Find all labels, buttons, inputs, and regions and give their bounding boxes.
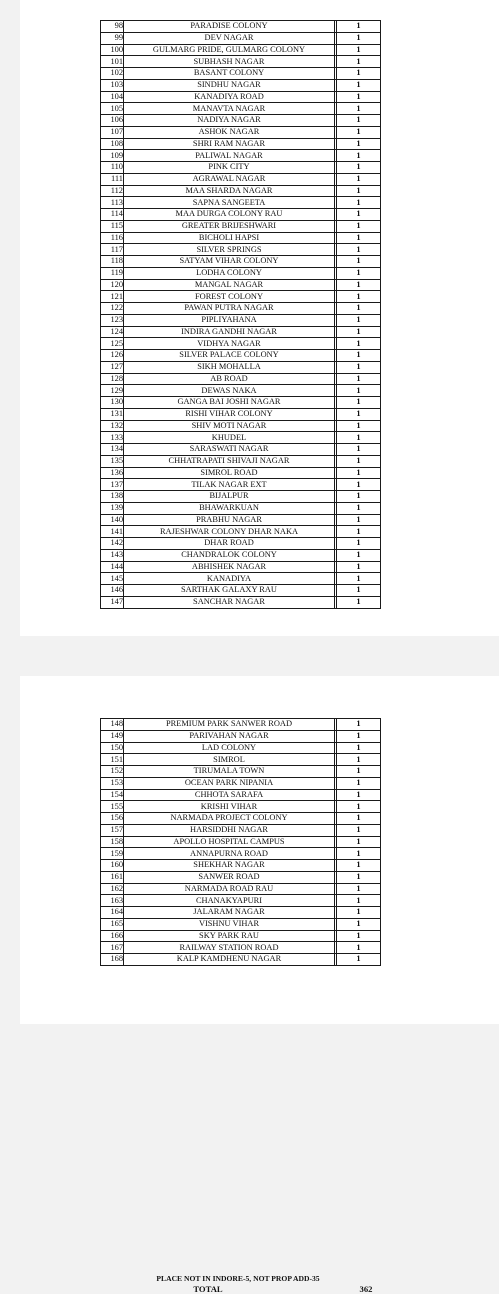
colony-name: ASHOK NAGAR [124, 126, 335, 138]
row-number: 102 [101, 68, 124, 80]
row-number: 126 [101, 350, 124, 362]
row-number: 125 [101, 338, 124, 350]
count-value: 1 [337, 491, 381, 503]
colony-name: SUBHASH NAGAR [124, 56, 335, 68]
count-value: 1 [337, 514, 381, 526]
count-value: 1 [337, 197, 381, 209]
count-value: 1 [337, 719, 381, 731]
count-value: 1 [337, 479, 381, 491]
table-row [101, 291, 381, 303]
colony-name: KANADIYA ROAD [124, 91, 335, 103]
count-value: 1 [337, 232, 381, 244]
colony-name: CHHOTA SARAFA [124, 789, 335, 801]
table-row [101, 314, 381, 326]
count-value: 1 [337, 883, 381, 895]
count-value: 1 [337, 138, 381, 150]
count-value: 1 [337, 150, 381, 162]
colony-name: BHAWARKUAN [124, 502, 335, 514]
row-number: 121 [101, 291, 124, 303]
colony-name: NARMADA PROJECT COLONY [124, 813, 335, 825]
document-page-2 [20, 676, 499, 1294]
row-number: 109 [101, 150, 124, 162]
table-row [101, 444, 381, 456]
row-number: 164 [101, 907, 124, 919]
colony-name: PARIVAHAN NAGAR [124, 730, 335, 742]
row-number: 119 [101, 267, 124, 279]
count-value: 1 [337, 103, 381, 115]
count-value: 1 [337, 930, 381, 942]
table-row [101, 432, 381, 444]
colony-name: RAILWAY STATION ROAD [124, 942, 335, 954]
table-row [101, 730, 381, 742]
count-value: 1 [337, 397, 381, 409]
row-number: 137 [101, 479, 124, 491]
colony-name: DEV NAGAR [124, 32, 335, 44]
count-value: 1 [337, 954, 381, 966]
table-row [101, 883, 381, 895]
row-number: 162 [101, 883, 124, 895]
colony-name: SIKH MOHALLA [124, 361, 335, 373]
colony-name: KRISHI VIHAR [124, 801, 335, 813]
table-row [101, 303, 381, 315]
count-value: 1 [337, 126, 381, 138]
footnote: PLACE NOT IN INDORE-5, NOT PROP ADD-35 [156, 1274, 320, 1283]
count-value: 1 [337, 79, 381, 91]
row-number: 111 [101, 173, 124, 185]
count-value: 1 [337, 91, 381, 103]
colony-name: CHANAKYAPURI [124, 895, 335, 907]
colony-name: GANGA BAI JOSHI NAGAR [124, 397, 335, 409]
row-number: 156 [101, 813, 124, 825]
table-row [101, 56, 381, 68]
row-number: 151 [101, 754, 124, 766]
row-number: 150 [101, 742, 124, 754]
table-row [101, 150, 381, 162]
count-value: 1 [337, 44, 381, 56]
colony-name: GREATER BRIJESHWARI [124, 220, 335, 232]
colony-name: SANCHAR NAGAR [124, 596, 335, 608]
row-number: 165 [101, 918, 124, 930]
colony-name: TILAK NAGAR EXT [124, 479, 335, 491]
colony-name: SIMROL [124, 754, 335, 766]
count-value: 1 [337, 326, 381, 338]
row-number: 166 [101, 930, 124, 942]
table-row [101, 279, 381, 291]
count-value: 1 [337, 942, 381, 954]
colony-name: PALIWAL NAGAR [124, 150, 335, 162]
table-row [101, 455, 381, 467]
count-value: 1 [337, 766, 381, 778]
colony-name: GULMARG PRIDE, GULMARG COLONY [124, 44, 335, 56]
row-number: 134 [101, 444, 124, 456]
colony-name: SHEKHAR NAGAR [124, 860, 335, 872]
count-value: 1 [337, 256, 381, 268]
row-number: 160 [101, 860, 124, 872]
table-row [101, 91, 381, 103]
colony-name: KHUDEL [124, 432, 335, 444]
count-value: 1 [337, 279, 381, 291]
table-row [101, 232, 381, 244]
count-value: 1 [337, 185, 381, 197]
table-row [101, 789, 381, 801]
count-value: 1 [337, 267, 381, 279]
table-row [101, 561, 381, 573]
table-row [101, 930, 381, 942]
table-row [101, 596, 381, 608]
colony-name: NARMADA ROAD RAU [124, 883, 335, 895]
row-number: 99 [101, 32, 124, 44]
count-value: 1 [337, 502, 381, 514]
row-number: 104 [101, 91, 124, 103]
colony-name: LODHA COLONY [124, 267, 335, 279]
colony-name: SINDHU NAGAR [124, 79, 335, 91]
count-value: 1 [337, 730, 381, 742]
table-row [101, 479, 381, 491]
colony-name: ANNAPURNA ROAD [124, 848, 335, 860]
count-value: 1 [337, 813, 381, 825]
colony-name: SHRI RAM NAGAR [124, 138, 335, 150]
table-row [101, 162, 381, 174]
table-row [101, 491, 381, 503]
row-number: 108 [101, 138, 124, 150]
table-row [101, 895, 381, 907]
count-value: 1 [337, 526, 381, 538]
table-row [101, 185, 381, 197]
count-value: 1 [337, 21, 381, 33]
row-number: 107 [101, 126, 124, 138]
row-number: 145 [101, 573, 124, 585]
colony-name: RAJESHWAR COLONY DHAR NAKA [124, 526, 335, 538]
count-value: 1 [337, 836, 381, 848]
row-number: 110 [101, 162, 124, 174]
colony-name: DHAR ROAD [124, 538, 335, 550]
colony-name: BIJALPUR [124, 491, 335, 503]
table-row [101, 538, 381, 550]
colony-name: FOREST COLONY [124, 291, 335, 303]
colony-name: ABHISHEK NAGAR [124, 561, 335, 573]
table-row [101, 197, 381, 209]
table-row [101, 502, 381, 514]
colony-name: SARTHAK GALAXY RAU [124, 585, 335, 597]
colony-name: PREMIUM PARK SANWER ROAD [124, 719, 335, 731]
table-row [101, 918, 381, 930]
row-number: 157 [101, 824, 124, 836]
count-value: 1 [337, 115, 381, 127]
colony-name: CHANDRALOK COLONY [124, 549, 335, 561]
colony-name: SILVER PALACE COLONY [124, 350, 335, 362]
count-value: 1 [337, 871, 381, 883]
row-number: 158 [101, 836, 124, 848]
row-number: 152 [101, 766, 124, 778]
table-row [101, 907, 381, 919]
count-value: 1 [337, 244, 381, 256]
row-number: 117 [101, 244, 124, 256]
count-value: 1 [337, 361, 381, 373]
row-number: 153 [101, 777, 124, 789]
row-number: 132 [101, 420, 124, 432]
row-number: 127 [101, 361, 124, 373]
row-number: 128 [101, 373, 124, 385]
table-row [101, 420, 381, 432]
table-row [101, 68, 381, 80]
colony-name: AB ROAD [124, 373, 335, 385]
table-row [101, 467, 381, 479]
count-value: 1 [337, 303, 381, 315]
row-number: 138 [101, 491, 124, 503]
table-row [101, 813, 381, 825]
count-value: 1 [337, 338, 381, 350]
count-value: 1 [337, 444, 381, 456]
colony-name: AGRAWAL NAGAR [124, 173, 335, 185]
count-value: 1 [337, 907, 381, 919]
table-row [101, 326, 381, 338]
count-value: 1 [337, 467, 381, 479]
row-number: 124 [101, 326, 124, 338]
table-row [101, 115, 381, 127]
table-row [101, 585, 381, 597]
row-number: 131 [101, 408, 124, 420]
count-value: 1 [337, 32, 381, 44]
row-number: 123 [101, 314, 124, 326]
count-value: 1 [337, 220, 381, 232]
table-row [101, 836, 381, 848]
table-row [101, 126, 381, 138]
row-number: 135 [101, 455, 124, 467]
row-number: 133 [101, 432, 124, 444]
row-number: 136 [101, 467, 124, 479]
count-value: 1 [337, 455, 381, 467]
table-row [101, 719, 381, 731]
row-number: 106 [101, 115, 124, 127]
colony-name: PAWAN PUTRA NAGAR [124, 303, 335, 315]
row-number: 139 [101, 502, 124, 514]
count-value: 1 [337, 408, 381, 420]
colony-name: MANGAL NAGAR [124, 279, 335, 291]
table-row [101, 954, 381, 966]
count-value: 1 [337, 824, 381, 836]
count-value: 1 [337, 209, 381, 221]
colony-name: SAPNA SANGEETA [124, 197, 335, 209]
count-value: 1 [337, 373, 381, 385]
row-number: 118 [101, 256, 124, 268]
count-value: 1 [337, 162, 381, 174]
colony-name: SHIV MOTI NAGAR [124, 420, 335, 432]
row-number: 105 [101, 103, 124, 115]
row-number: 146 [101, 585, 124, 597]
colony-name: SARASWATI NAGAR [124, 444, 335, 456]
row-number: 163 [101, 895, 124, 907]
colony-name: VISHNU VIHAR [124, 918, 335, 930]
table-row [101, 848, 381, 860]
count-value: 1 [337, 291, 381, 303]
table-row [101, 801, 381, 813]
table-row [101, 942, 381, 954]
count-value: 1 [337, 789, 381, 801]
row-number: 149 [101, 730, 124, 742]
table-row [101, 209, 381, 221]
count-value: 1 [337, 777, 381, 789]
count-value: 1 [337, 573, 381, 585]
row-number: 100 [101, 44, 124, 56]
table-row [101, 526, 381, 538]
count-value: 1 [337, 432, 381, 444]
row-number: 148 [101, 719, 124, 731]
row-number: 167 [101, 942, 124, 954]
row-number: 143 [101, 549, 124, 561]
total-value: 362 [359, 1284, 373, 1294]
count-value: 1 [337, 801, 381, 813]
row-number: 98 [101, 21, 124, 33]
row-number: 122 [101, 303, 124, 315]
row-number: 129 [101, 385, 124, 397]
colony-name: MAA SHARDA NAGAR [124, 185, 335, 197]
table-row [101, 220, 381, 232]
table-row [101, 267, 381, 279]
count-value: 1 [337, 561, 381, 573]
colony-name: PIPLIYAHANA [124, 314, 335, 326]
table-row [101, 32, 381, 44]
colony-name: PARADISE COLONY [124, 21, 335, 33]
table-row [101, 871, 381, 883]
colony-name: PINK CITY [124, 162, 335, 174]
count-value: 1 [337, 350, 381, 362]
row-number: 155 [101, 801, 124, 813]
table-row [101, 173, 381, 185]
row-number: 113 [101, 197, 124, 209]
colony-name: CHHATRAPATI SHIVAJI NAGAR [124, 455, 335, 467]
table-row [101, 408, 381, 420]
colony-table-page-1 [100, 20, 381, 609]
count-value: 1 [337, 895, 381, 907]
count-value: 1 [337, 860, 381, 872]
count-value: 1 [337, 596, 381, 608]
count-value: 1 [337, 585, 381, 597]
table-row [101, 373, 381, 385]
table-row [101, 766, 381, 778]
colony-name: INDIRA GANDHI NAGAR [124, 326, 335, 338]
table-row [101, 385, 381, 397]
row-number: 147 [101, 596, 124, 608]
table-row [101, 44, 381, 56]
colony-name: BASANT COLONY [124, 68, 335, 80]
table-body [101, 719, 381, 966]
row-number: 159 [101, 848, 124, 860]
count-value: 1 [337, 848, 381, 860]
table-row [101, 350, 381, 362]
row-number: 140 [101, 514, 124, 526]
colony-name: APOLLO HOSPITAL CAMPUS [124, 836, 335, 848]
table-row [101, 742, 381, 754]
row-number: 116 [101, 232, 124, 244]
colony-name: SILVER SPRINGS [124, 244, 335, 256]
colony-name: KANADIYA [124, 573, 335, 585]
colony-name: NADIYA NAGAR [124, 115, 335, 127]
colony-name: JALARAM NAGAR [124, 907, 335, 919]
count-value: 1 [337, 385, 381, 397]
count-value: 1 [337, 549, 381, 561]
table-row [101, 777, 381, 789]
row-number: 142 [101, 538, 124, 550]
colony-name: RISHI VIHAR COLONY [124, 408, 335, 420]
count-value: 1 [337, 918, 381, 930]
colony-name: DEWAS NAKA [124, 385, 335, 397]
count-value: 1 [337, 538, 381, 550]
table-row [101, 361, 381, 373]
table-row [101, 549, 381, 561]
row-number: 115 [101, 220, 124, 232]
document-page-1 [20, 0, 499, 636]
colony-name: KALP KAMDHENU NAGAR [124, 954, 335, 966]
row-number: 161 [101, 871, 124, 883]
colony-name: SANWER ROAD [124, 871, 335, 883]
table-row [101, 514, 381, 526]
colony-name: TIRUMALA TOWN [124, 766, 335, 778]
colony-name: MANAVTA NAGAR [124, 103, 335, 115]
colony-name: BICHOLI HAPSI [124, 232, 335, 244]
row-number: 120 [101, 279, 124, 291]
colony-name: SKY PARK RAU [124, 930, 335, 942]
row-number: 114 [101, 209, 124, 221]
table-row [101, 103, 381, 115]
count-value: 1 [337, 420, 381, 432]
table-row [101, 21, 381, 33]
table-row [101, 860, 381, 872]
table-row [101, 244, 381, 256]
colony-name: MAA DURGA COLONY RAU [124, 209, 335, 221]
row-number: 141 [101, 526, 124, 538]
count-value: 1 [337, 173, 381, 185]
count-value: 1 [337, 56, 381, 68]
table-row [101, 397, 381, 409]
row-number: 101 [101, 56, 124, 68]
table-row [101, 256, 381, 268]
count-value: 1 [337, 754, 381, 766]
row-number: 112 [101, 185, 124, 197]
table-row [101, 338, 381, 350]
table-row [101, 138, 381, 150]
row-number: 168 [101, 954, 124, 966]
colony-name: VIDHYA NAGAR [124, 338, 335, 350]
table-row [101, 79, 381, 91]
count-value: 1 [337, 68, 381, 80]
colony-name: PRABHU NAGAR [124, 514, 335, 526]
colony-name: SATYAM VIHAR COLONY [124, 256, 335, 268]
colony-table-page-2 [100, 718, 381, 966]
count-value: 1 [337, 314, 381, 326]
count-value: 1 [337, 742, 381, 754]
table-row [101, 824, 381, 836]
colony-name: HARSIDDHI NAGAR [124, 824, 335, 836]
row-number: 154 [101, 789, 124, 801]
table-row [101, 573, 381, 585]
total-label: TOTAL [193, 1284, 223, 1294]
row-number: 103 [101, 79, 124, 91]
colony-name: LAD COLONY [124, 742, 335, 754]
row-number: 130 [101, 397, 124, 409]
table-body [101, 21, 381, 609]
colony-name: SIMROL ROAD [124, 467, 335, 479]
table-row [101, 754, 381, 766]
colony-name: OCEAN PARK NIPANIA [124, 777, 335, 789]
row-number: 144 [101, 561, 124, 573]
